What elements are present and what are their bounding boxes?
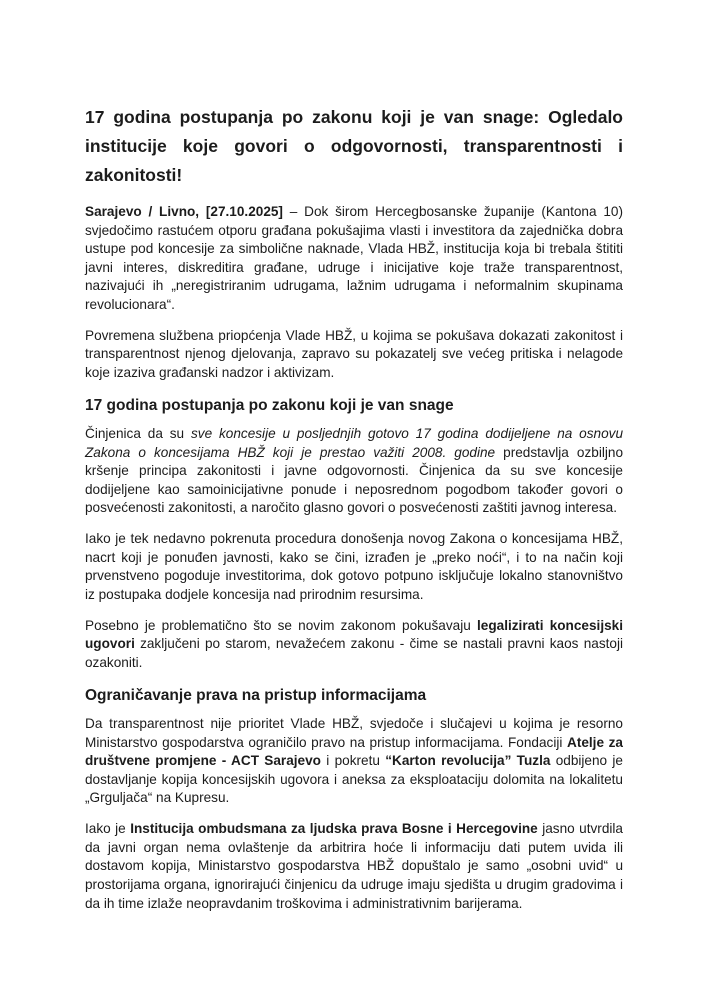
paragraph-6-bold-act-sarajevo: Atelje za društvene promjene - ACT Sarajevo [85, 734, 623, 769]
paragraph-5-bold: legalizirati koncesijski ugovori [85, 617, 623, 652]
paragraph-7-bold-ombudsman: Institucija ombudsmana za ljudska prava Bosne i Hercegovine [130, 821, 538, 837]
paragraph-3-pre: Činjenica da su [85, 425, 191, 441]
paragraph-5-pre: Posebno je problematično što se novim zakonom pokušavaju [85, 617, 477, 633]
paragraph-6-text-1: Da transparentnost nije prioritet Vlade HBŽ, svjedoče i slučajevi u kojima je resorno Ministarstvo gospodarstva ograničilo pravo na pristup informacijama. Fondaciji [85, 715, 623, 750]
paragraph-6-bold-karton-revolucija: “Karton revolucija” Tuzla [385, 753, 551, 769]
paragraph-7-post: jasno utvrdila da javni organ nema ovlaštenje da arbitrira hoće li informaciju dati putem uvida ili dostavom kopija, Ministarstvo gospodarstva HBŽ dopuštalo je samo „osobni uvid“ u prostorijama organa, ignorirajući činjenicu da udruge imaju sjedišta u drugim gradovima i da ih time izlaže neopravdanim troškovima i administrativnim barijerama. [85, 821, 623, 911]
paragraph-7 [85, 820, 623, 913]
section-heading-1: 17 godina postupanja po zakonu koji je van snage [85, 396, 454, 414]
paragraph-3-post: predstavlja ozbiljno kršenje principa zakonitosti i javne odgovornosti. Činjenica da su sve koncesije dodijeljene kao samoinicijativne ponude i neposrednom pogodbom također govori o posvećenosti zakonitosti, a naročito glasno govori o posvećenosti zaštiti javnog interesa. [85, 444, 624, 516]
paragraph-4: Iako je tek nedavno pokrenuta procedura donošenja novog Zakona o koncesijama HBŽ, nacrt koji je ponuđen javnosti, kako se čini, izrađen je „preko noći“, i to na način koji prvenstveno pogoduje investitorima, dok gotovo potpuno isključuje lokalno stanovništvo iz postupaka dodjele koncesija nad prirodnim resursima. [85, 531, 623, 602]
paragraph-7-pre: Iako je [85, 821, 131, 837]
document-title: 17 godina postupanja po zakonu koji je van snage: Ogledalo institucije koje govori o odgovornosti, transparentnosti i zakonitosti! [85, 107, 623, 185]
paragraph-6-text-2: i pokretu [320, 753, 386, 769]
section-heading-2: Ograničavanje prava na pristup informacijama [85, 686, 427, 704]
paragraph-3 [85, 425, 623, 518]
paragraph-2: Povremena službena priopćenja Vlade HBŽ, u kojima se pokušava dokazati zakonitost i transparentnost njenog djelovanja, zapravo su pokazatelj sve većeg pritiska i nelagode koje izaziva građanski nadzor i aktivizam. [85, 327, 623, 381]
paragraph-5 [85, 617, 623, 673]
paragraph-dateline-text: – Dok širom Hercegbosanske županije (Kantona 10) svjedočimo rastućem otporu građana pokušajima vlasti i investitora da zajednička dobra ustupe pod koncesije za simbolične naknade, Vlada HBŽ, institucija koja bi trebala štititi javni interes, diskreditira građane, udruge i inicijative koje traže transparentnost, nazivajući ih „neregistriranim udrugama, lažnim udrugama i neformalnim skupinama revolucionara“. [85, 204, 623, 312]
paragraph-6 [85, 715, 623, 808]
paragraph-6-text-3: odbijeno je dostavljanje kopija koncesijskih ugovora i aneksa za eksploataciju dolomita na lokalitetu „Grguljača“ na Kupresu. [85, 753, 623, 806]
dateline-bold: Sarajevo / Livno, [27.10.2025] [85, 204, 283, 219]
paragraph-5-post: zaključeni po starom, nevažećem zakonu - čime se nastali pravni kaos nastoji ozakoniti. [85, 636, 623, 671]
paragraph-3-italic: sve koncesije u posljednjih gotovo 17 godina dodijeljene na osnovu Zakona o koncesijama HBŽ koji je prestao važiti 2008. godine [85, 425, 623, 460]
paragraph-dateline [85, 203, 623, 315]
